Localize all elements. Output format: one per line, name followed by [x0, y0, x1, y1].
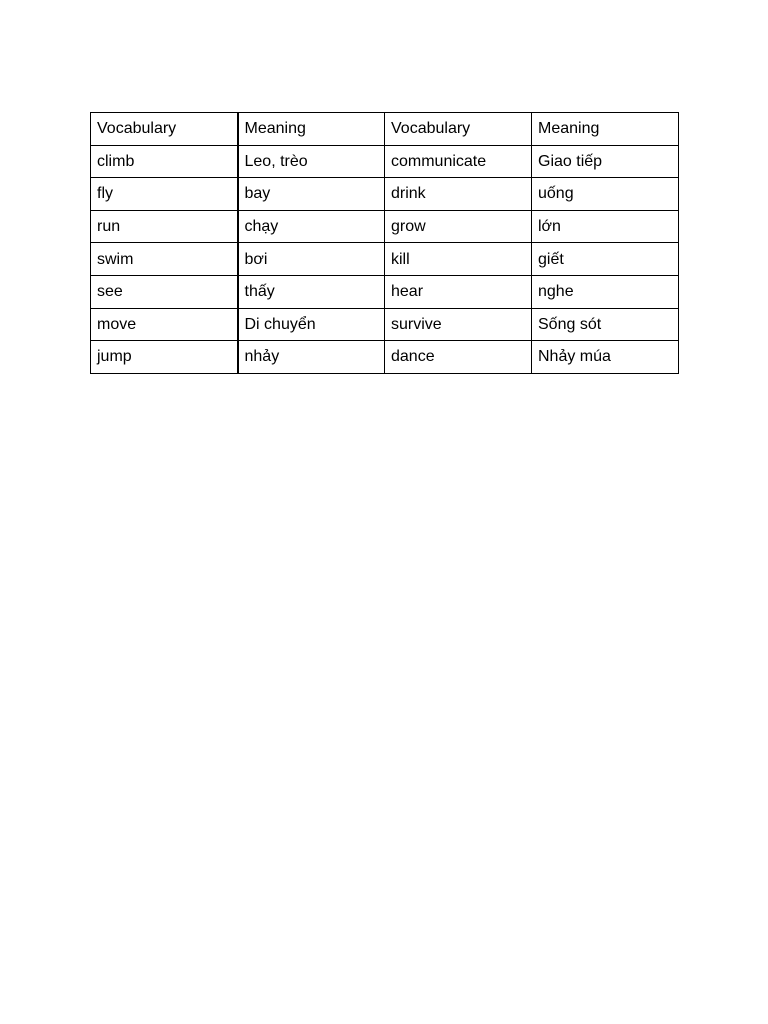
table-header-cell: Meaning	[532, 113, 679, 146]
table-cell: jump	[91, 341, 238, 374]
table-cell: Di chuyển	[238, 308, 385, 341]
table-cell: Leo, trèo	[238, 145, 385, 178]
table-cell: lớn	[532, 210, 679, 243]
table-cell: drink	[385, 178, 532, 211]
table-cell: move	[91, 308, 238, 341]
table-header-cell: Vocabulary	[385, 113, 532, 146]
table-header-row	[91, 113, 679, 146]
table-row	[91, 275, 679, 308]
table-cell: bay	[238, 178, 385, 211]
table-cell: communicate	[385, 145, 532, 178]
table-header-cell: Meaning	[238, 113, 385, 146]
table-cell: nghe	[532, 275, 679, 308]
table-cell: giết	[532, 243, 679, 276]
table-cell: chạy	[238, 210, 385, 243]
table-cell: uống	[532, 178, 679, 211]
vocabulary-table	[90, 112, 679, 374]
table-cell: Sống sót	[532, 308, 679, 341]
table-cell: survive	[385, 308, 532, 341]
table-row	[91, 308, 679, 341]
table-cell: thấy	[238, 275, 385, 308]
table-cell: bơi	[238, 243, 385, 276]
table-row	[91, 145, 679, 178]
table-cell: run	[91, 210, 238, 243]
table-cell: Giao tiếp	[532, 145, 679, 178]
table-cell: dance	[385, 341, 532, 374]
table-cell: kill	[385, 243, 532, 276]
table-cell: see	[91, 275, 238, 308]
table-header-cell: Vocabulary	[91, 113, 238, 146]
table-row	[91, 178, 679, 211]
table-cell: fly	[91, 178, 238, 211]
table-cell: climb	[91, 145, 238, 178]
table-cell: hear	[385, 275, 532, 308]
table-cell: swim	[91, 243, 238, 276]
table-cell: nhảy	[238, 341, 385, 374]
table-cell: grow	[385, 210, 532, 243]
table-row	[91, 243, 679, 276]
table-cell: Nhảy múa	[532, 341, 679, 374]
table-row	[91, 210, 679, 243]
table-row	[91, 341, 679, 374]
